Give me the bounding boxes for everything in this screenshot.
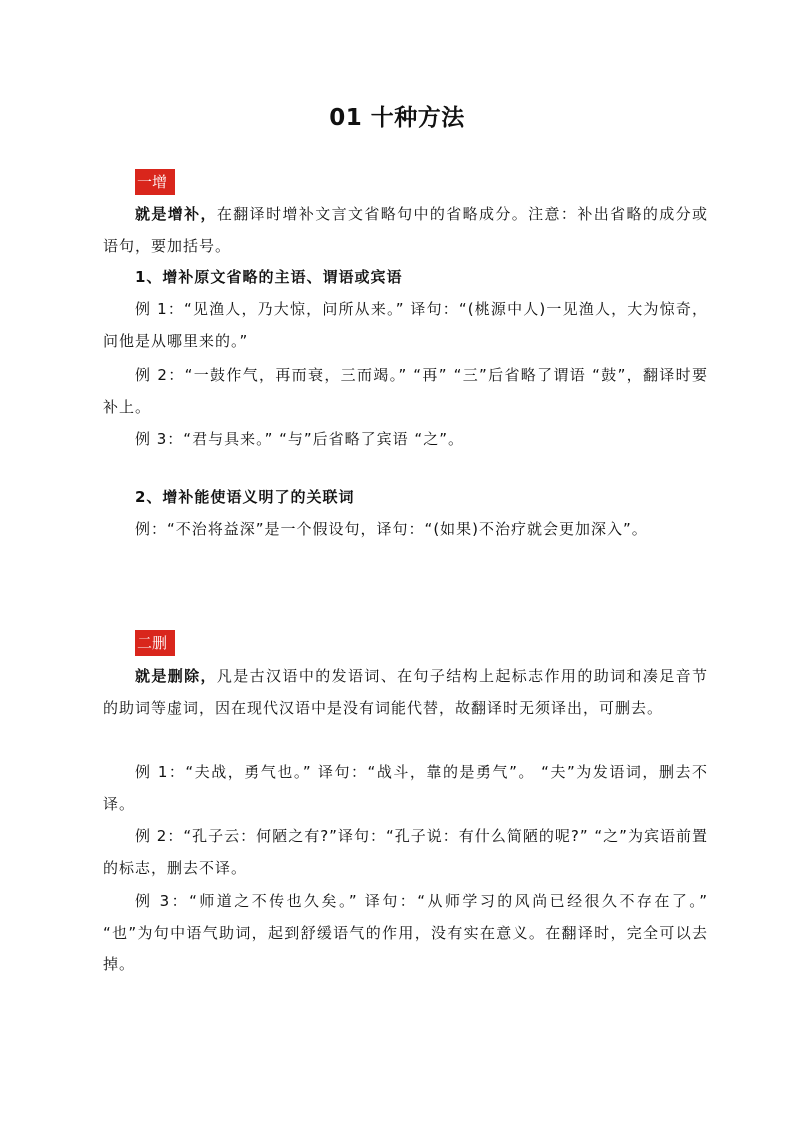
page-title: 01 十种方法 (329, 105, 465, 131)
intro-text: 凡是古汉语中的发语词、在句子结构上起标志作用的助词和凑足音节的助词等虚词，因在现代汉语中是没有词能代替，故翻译时无须译出，可删去。 (103, 667, 708, 717)
section-intro-delete (103, 661, 708, 724)
subsection-heading: 2、增补能使语义明了的关联词 (135, 488, 355, 506)
example-paragraph: 例 2：“孔子云：何陋之有?”译句：“孔子说：有什么简陋的呢?” “之”为宾语前置的标志，删去不译。 (103, 827, 708, 877)
section-tag-add: 一增 (135, 169, 175, 195)
section-intro-add (103, 199, 708, 262)
intro-lead: 就是删除， (135, 667, 217, 685)
example-paragraph: 例 1：“见渔人，乃大惊，问所从来。” 译句：“(桃源中人)一见渔人，大为惊奇，问他是从哪里来的。” (103, 300, 708, 350)
example-paragraph: 例 3：“师道之不传也久矣。” 译句：“从师学习的风尚已经很久不存在了。” “也”为句中语气助词，起到舒缓语气的作用，没有实在意义。在翻译时，完全可以去掉。 (103, 892, 708, 974)
example-paragraph: 例 1：“夫战，勇气也。” 译句：“战斗，靠的是勇气”。 “夫”为发语词，删去不译。 (103, 763, 708, 813)
example-paragraph: 例 3：“君与具来。” “与”后省略了宾语 “之”。 (135, 430, 464, 448)
intro-lead: 就是增补， (135, 205, 217, 223)
example-paragraph: 例 2：“一鼓作气，再而衰，三而竭。” “再” “三”后省略了谓语 “鼓”，翻译时要补上。 (103, 366, 708, 416)
subsection-heading: 1、增补原文省略的主语、谓语或宾语 (135, 268, 403, 286)
section-tag-delete: 二删 (135, 630, 175, 656)
intro-text: 在翻译时增补文言文省略句中的省略成分。注意：补出省略的成分或语句，要加括号。 (103, 205, 708, 255)
example-paragraph: 例：“不治将益深”是一个假设句，译句：“(如果)不治疗就会更加深入”。 (135, 520, 648, 538)
